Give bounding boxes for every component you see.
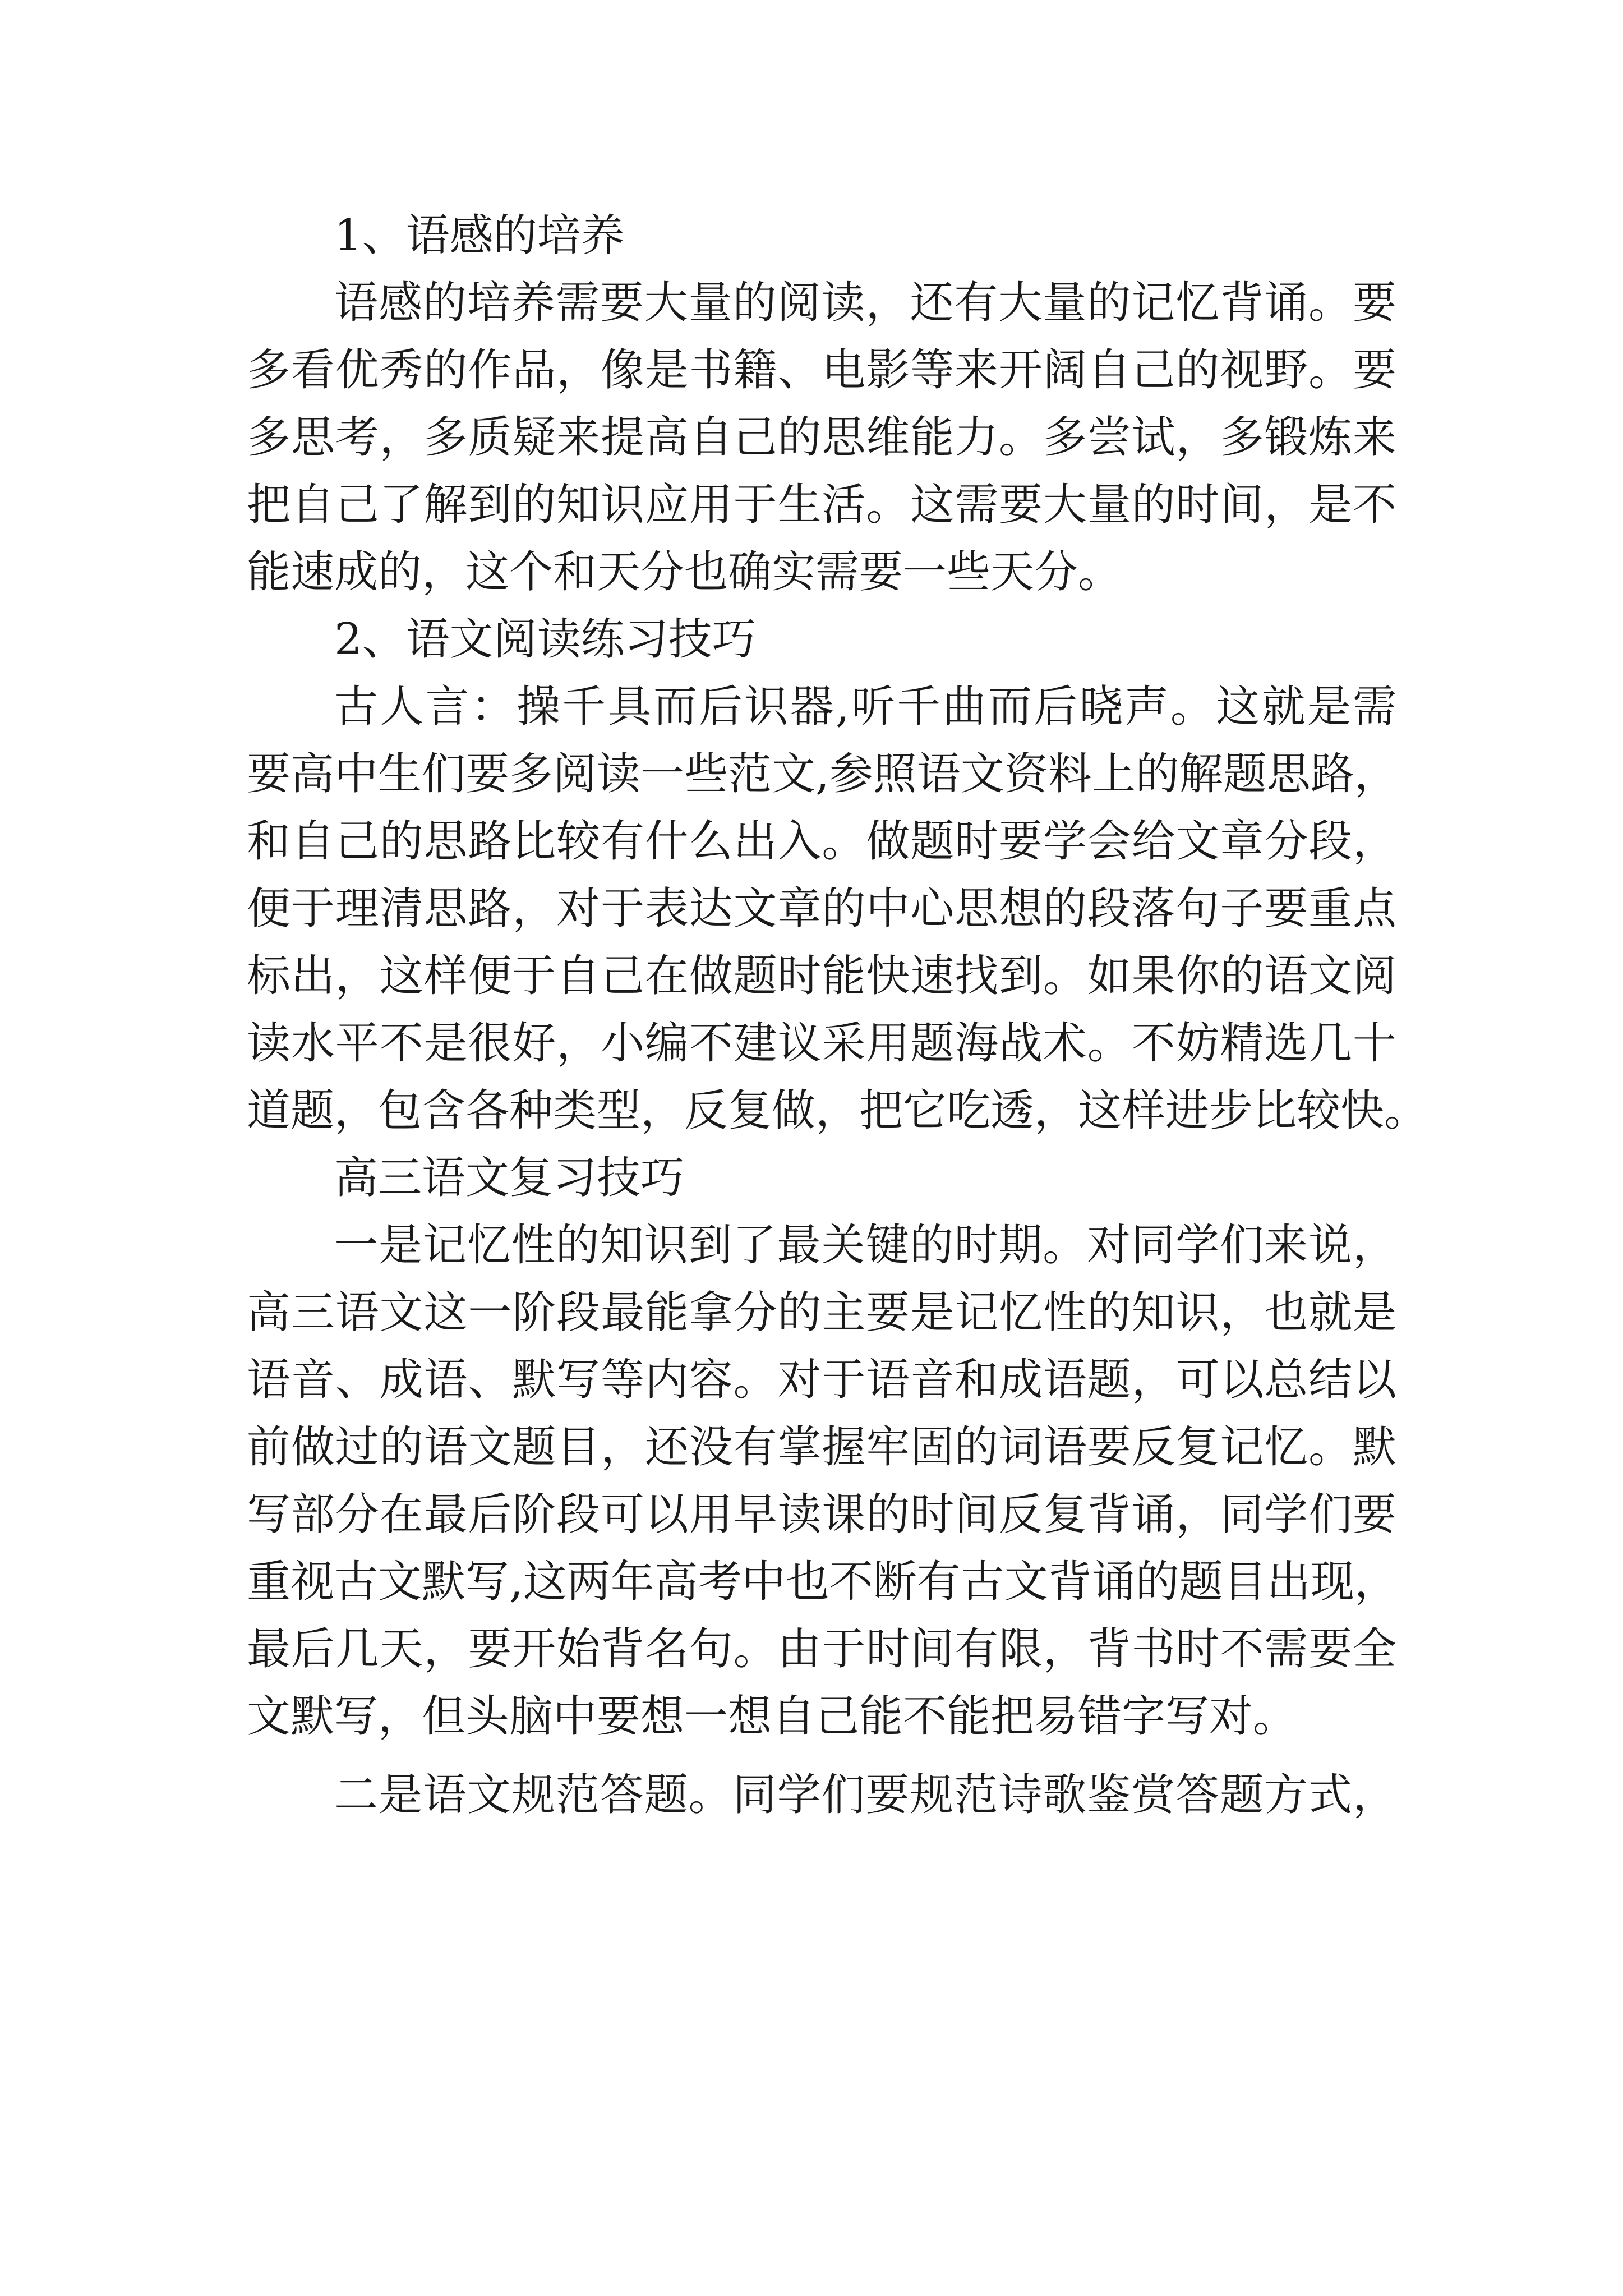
section-heading: 1、语感的培养 xyxy=(334,210,625,261)
paragraph xyxy=(247,1212,1396,1750)
text-line: 便于理清思路，对于表达文章的中心思想的段落句子要重点 xyxy=(247,884,1396,934)
text-line: 标出，这样便于自己在做题时能快速找到。如果你的语文阅 xyxy=(247,951,1396,1001)
paragraph xyxy=(247,269,1396,606)
text-line: 二是语文规范答题。同学们要规范诗歌鉴赏答题方式， xyxy=(334,1770,1396,1820)
text-line: 能速成的，这个和天分也确实需要一些天分。 xyxy=(247,547,1122,597)
paragraph xyxy=(247,1761,1396,1829)
text-line: 把自己了解到的知识应用于生活。这需要大量的时间，是不 xyxy=(247,480,1396,530)
section-yugan xyxy=(247,202,1396,606)
text-line: 道题，包含各种类型，反复做，把它吃透，这样进步比较快。 xyxy=(247,1085,1428,1136)
text-line: 最后几天，要开始背名句。由于时间有限，背书时不需要全 xyxy=(247,1624,1396,1674)
text-line: 前做过的语文题目，还没有掌握牢固的词语要反复记忆。默 xyxy=(247,1422,1396,1473)
text-line: 读水平不是很好，小编不建议采用题海战术。不妨精选几十 xyxy=(247,1018,1396,1069)
section-heading: 2、语文阅读练习技巧 xyxy=(334,614,756,665)
text-line: 文默写，但头脑中要想一想自己能不能把易错字写对。 xyxy=(247,1691,1297,1742)
section-reading-skills xyxy=(247,606,1428,1144)
text-line: 要高中生们要多阅读一些范文,参照语文资料上的解题思路， xyxy=(247,749,1398,799)
text-line: 高三语文这一阶段最能拿分的主要是记忆性的知识，也就是 xyxy=(247,1287,1396,1338)
text-line: 语音、成语、默写等内容。对于语音和成语题，可以总结以 xyxy=(247,1355,1396,1405)
document-body xyxy=(247,202,1428,1829)
paragraph xyxy=(247,673,1428,1144)
section-heading: 高三语文复习技巧 xyxy=(334,1153,685,1203)
text-line: 多看优秀的作品，像是书籍、电影等来开阔自己的视野。要 xyxy=(247,345,1396,395)
text-line: 一是记忆性的知识到了最关键的时期。对同学们来说， xyxy=(334,1220,1396,1271)
text-line: 写部分在最后阶段可以用早读课的时间反复背诵，同学们要 xyxy=(247,1489,1396,1540)
text-line: 多思考，多质疑来提高自己的思维能力。多尝试，多锻炼来 xyxy=(247,412,1396,463)
paragraph-gap xyxy=(247,1750,1396,1761)
text-line: 古人言：操千具而后识器,听千曲而后晓声。这就是需 xyxy=(334,682,1396,732)
text-line: 重视古文默写,这两年高考中也不断有古文背诵的题目出现， xyxy=(247,1557,1398,1607)
text-line: 和自己的思路比较有什么出入。做题时要学会给文章分段， xyxy=(247,816,1396,867)
section-review-skills xyxy=(247,1144,1396,1829)
text-line: 语感的培养需要大量的阅读，还有大量的记忆背诵。要 xyxy=(334,278,1396,328)
